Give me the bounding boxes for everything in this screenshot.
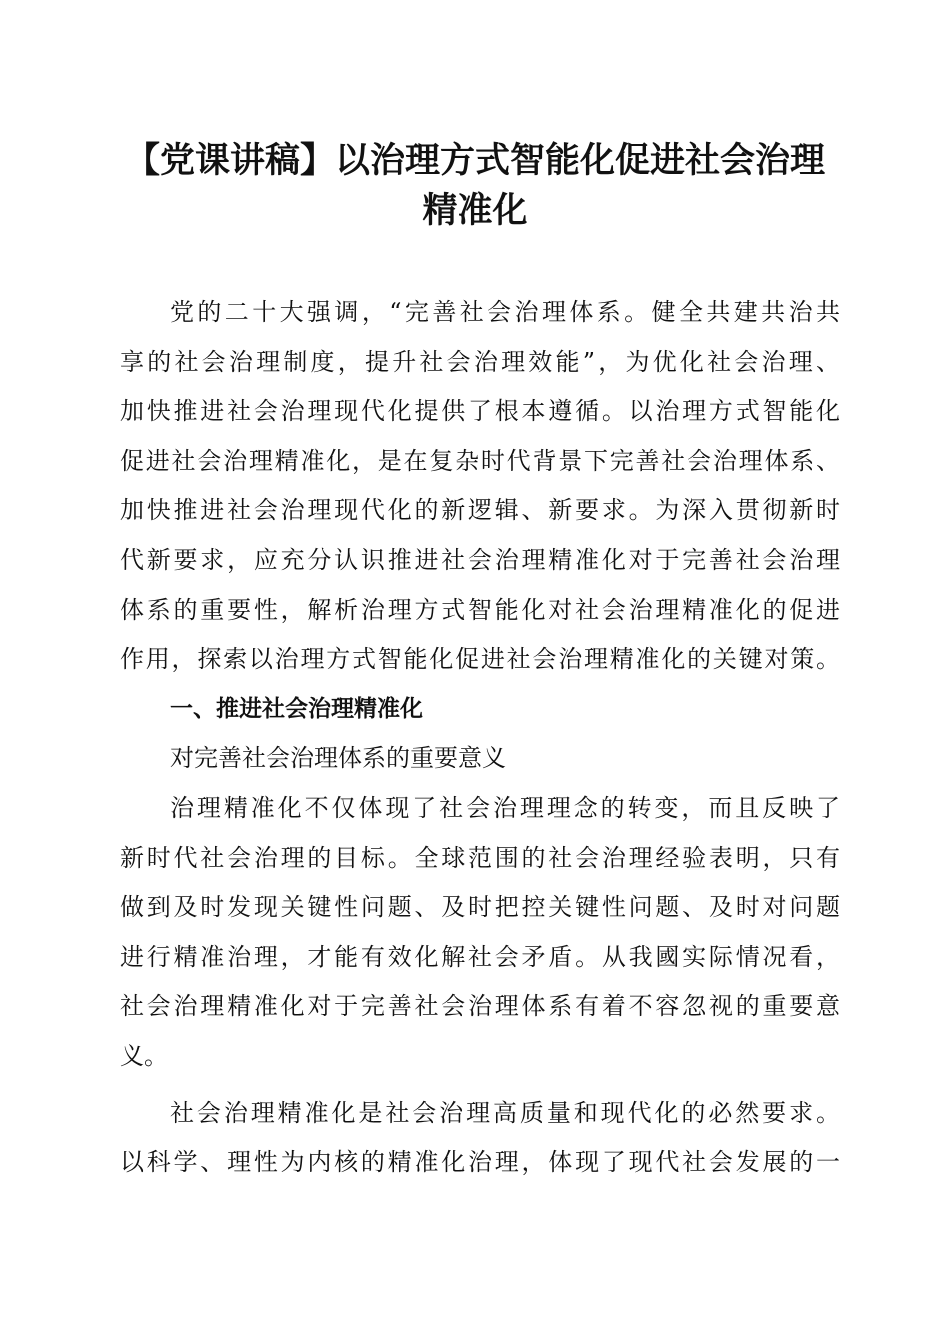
paragraph-line: 加快推进社会治理现代化提供了根本遵循。以治理方式智能化 [120, 397, 840, 426]
document-title-line-2: 精准化 [422, 191, 528, 231]
paragraph-line: 义。 [120, 1041, 168, 1070]
paragraph-line: 党的二十大强调，“完善社会治理体系。健全共建共治共 [170, 298, 840, 326]
paragraph-line: 作用，探索以治理方式智能化促进社会治理精准化的关键对策。 [120, 645, 840, 674]
paragraph-significance [120, 784, 840, 1082]
paragraph-line: 代新要求，应充分认识推进社会治理精准化对于完善社会治理 [120, 545, 840, 574]
paragraph-line: 进行精准治理，才能有效化解社会矛盾。从我國实际情况看， [120, 942, 840, 971]
document-body [120, 288, 840, 1188]
paragraph-line: 以科学、理性为内核的精准化治理，体现了现代社会发展的一 [120, 1148, 840, 1177]
paragraph-line: 社会治理精准化对于完善社会治理体系有着不容忽视的重要意 [120, 992, 840, 1021]
paragraph-line: 加快推进社会治理现代化的新逻辑、新要求。为深入贯彻新时 [120, 496, 840, 525]
section-subheading: 对完善社会治理体系的重要意义 [170, 744, 506, 773]
paragraph-line: 社会治理精准化是社会治理高质量和现代化的必然要求。 [170, 1098, 840, 1127]
paragraph-line: 享的社会治理制度，提升社会治理效能”，为优化社会治理、 [120, 347, 840, 376]
paragraph-line: 体系的重要性，解析治理方式智能化对社会治理精准化的促进 [120, 595, 840, 624]
paragraph-line: 治理精准化不仅体现了社会治理理念的转变，而且反映了 [170, 793, 840, 822]
paragraph-line: 促进社会治理精准化，是在复杂时代背景下完善社会治理体系、 [120, 446, 840, 475]
paragraph-intro [120, 288, 840, 685]
document-title-line-1: 【党课讲稿】以治理方式智能化促进社会治理 [124, 141, 825, 181]
paragraph-requirement [120, 1089, 840, 1188]
paragraph-line: 新时代社会治理的目标。全球范围的社会治理经验表明，只有 [120, 843, 840, 872]
section-heading: 一、推进社会治理精准化 [170, 695, 423, 722]
paragraph-line: 做到及时发现关键性问题、及时把控关键性问题、及时对问题 [120, 893, 840, 922]
